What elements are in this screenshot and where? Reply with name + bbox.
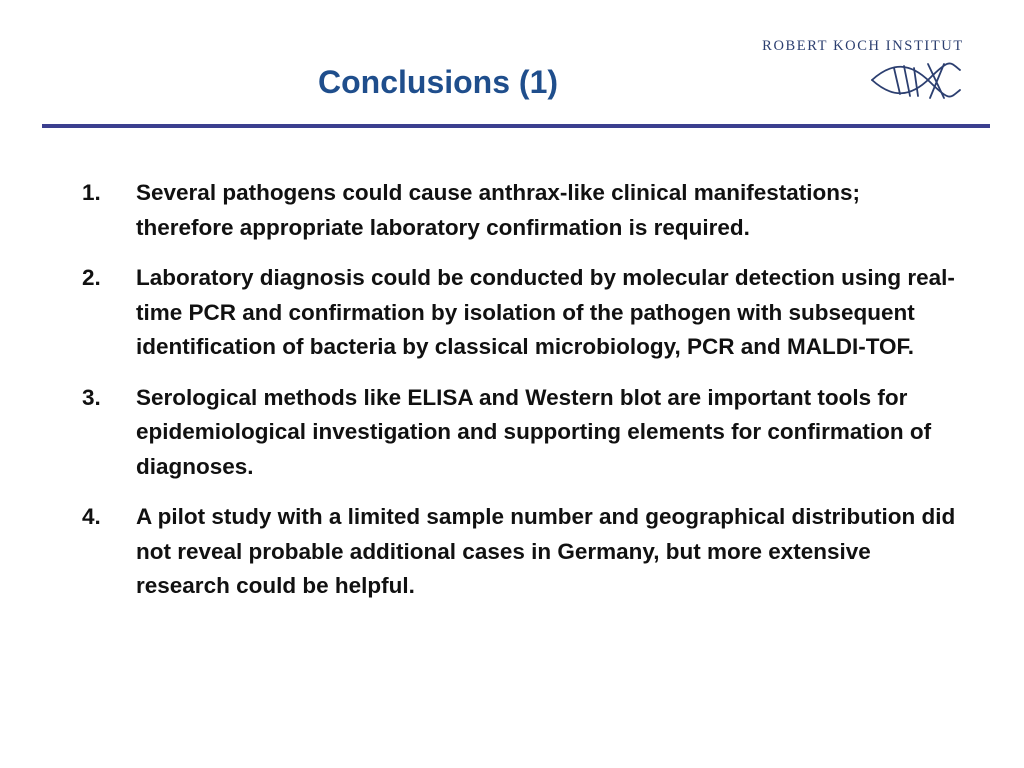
list-item	[82, 261, 962, 365]
list-item	[82, 381, 962, 485]
list-item	[82, 500, 962, 604]
item-number: 3.	[82, 384, 101, 410]
list-item	[82, 176, 962, 245]
item-text: Serological methods like ELISA and Western blot are important tools for epidemiological investigation and supporting elements for confirmation of diagnoses.	[136, 384, 932, 479]
item-text: Laboratory diagnosis could be conducted by molecular detection using real-time PCR and confirmation by isolation of the pathogen with subsequent identification of bacteria by classical microbiology, PCR and MALDI-TOF.	[136, 265, 955, 359]
conclusions-list	[82, 176, 962, 620]
institute-logo	[748, 36, 978, 104]
item-number: 4.	[82, 504, 101, 529]
item-text: Several pathogens could cause anthrax-like clinical manifestations; therefore appropriate laboratory confirmation is required.	[136, 180, 860, 240]
item-number: 1.	[82, 180, 101, 205]
logo-text: ROBERT KOCH INSTITUT	[762, 38, 964, 54]
item-text: A pilot study with a limited sample number and geographical distribution did not reveal probable additional cases in Germany, but more extensive research could be helpful.	[136, 504, 956, 598]
item-number: 2.	[82, 265, 101, 290]
title-divider	[42, 124, 990, 128]
slide-title: Conclusions (1)	[318, 64, 559, 100]
double-helix-logo-icon	[870, 60, 962, 102]
